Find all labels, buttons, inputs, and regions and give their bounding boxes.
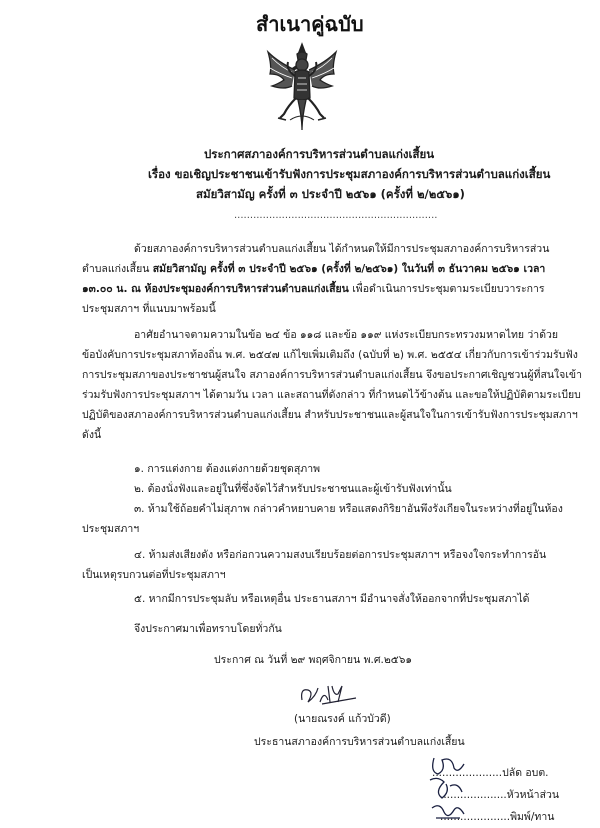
rule-3-cont: ประชุมสภาฯ xyxy=(82,523,140,535)
initials-scribble xyxy=(424,752,472,828)
rule-5: ๕. หากมีการประชุมลับ หรือเหตุอื่น ประธานสภาฯ มีอำนาจสั่งให้ออกจากที่ประชุมสภาได้ xyxy=(134,593,530,605)
initial-head: ....................หัวหน้าส่วน xyxy=(440,789,560,801)
rule-3: ๓. ห้ามใช้ถ้อยคำไม่สุภาพ กล่าวคำหยาบคาย หรือแสดงกิริยาอันพึงรังเกียจในระหว่างที่อยู่ในห้อง xyxy=(134,503,563,515)
garuda-emblem xyxy=(262,40,342,132)
copy-label: สำเนาคู่ฉบับ xyxy=(256,12,364,36)
announcement-session: สมัยวิสามัญ ครั้งที่ ๓ ประจำปี ๒๕๖๑ (ครั้งที่ ๒/๒๕๖๑) xyxy=(196,187,465,201)
para2-line3: การประชุมสภาของประชาชนผู้สนใจ สภาองค์การบริหารส่วนตำบลแก่งเสี้ยน จึงขอประกาศเชิญชวนผู้ที่สนใจเข้า xyxy=(82,369,582,381)
para1-line4: ประชุมสภาฯ ที่แนบมาพร้อมนี้ xyxy=(82,303,216,315)
rule-2: ๒. ต้องนั่งฟังและอยู่ในที่ซึ่งจัดไว้สำหรับประชาชนและผู้เข้ารับฟังเท่านั้น xyxy=(134,483,452,495)
chairman-name: (นายณรงค์ แก้วบัวดี) xyxy=(294,713,391,725)
rule-4: ๔. ห้ามส่งเสียงดัง หรือก่อกวนความสงบเรียบร้อยต่อการประชุมสภาฯ หรือจงใจกระทำการอัน xyxy=(134,549,547,561)
rule-1: ๑. การแต่งกาย ต้องแต่งกายด้วยชุดสุภาพ xyxy=(134,463,321,475)
para1-line3 xyxy=(82,280,545,297)
para1-line2-start: ตำบลแก่งเสี้ยน xyxy=(82,263,153,275)
para1-line3-bold: ๑๓.๐๐ น. ณ ห้องประชุมองค์การบริหารส่วนตำบลแก่งเสี้ยน xyxy=(82,283,349,295)
para2-line4: ร่วมรับฟังการประชุมสภาฯ ได้ตามวัน เวลา และสถานที่ดังกล่าว ที่กำหนดไว้ข้างต้น และขอให้ปฏิบัติตามระเบียบ xyxy=(82,389,581,401)
chairman-position: ประธานสภาองค์การบริหารส่วนตำบลแก่งเสี้ยน xyxy=(254,736,465,748)
closing-text: จึงประกาศมาเพื่อทราบโดยทั่วกัน xyxy=(134,623,282,635)
announcement-subject: เรื่อง ขอเชิญประชาชนเข้ารับฟังการประชุมสภาองค์การบริหารส่วนตำบลแก่งเสี้ยน xyxy=(148,167,551,181)
rule-4-cont: เป็นเหตุรบกวนต่อที่ประชุมสภาฯ xyxy=(82,569,226,581)
para1-line1: ด้วยสภาองค์การบริหารส่วนตำบลแก่งเสี้ยน ได้กำหนดให้มีการประชุมสภาองค์การบริหารส่วน xyxy=(134,243,550,255)
announcement-title: ประกาศสภาองค์การบริหารส่วนตำบลแก่งเสี้ยน xyxy=(204,147,435,161)
para2-line1: อาศัยอำนาจตามความในข้อ ๒๔ ข้อ ๑๑๘ และข้อ ๑๑๙ แห่งระเบียบกระทรวงมหาดไทย ว่าด้วย xyxy=(134,329,559,341)
chairman-signature xyxy=(298,680,362,710)
initial-deputy: .....................ปลัด อบต. xyxy=(432,767,549,779)
initial-typist: .....................พิมพ์/ทาน xyxy=(440,811,555,823)
para2-line5: ปฏิบัติของสภาองค์การบริหารส่วนตำบลแก่งเสี้ยน สำหรับประชาชนและผู้สนใจในการเข้ารับฟังการประชุมสภาฯ xyxy=(82,409,578,421)
para1-line2 xyxy=(82,260,545,277)
para1-line2-bold: สมัยวิสามัญ ครั้งที่ ๓ ประจำปี ๒๕๖๑ (ครั้งที่ ๒/๒๕๖๑) ในวันที่ ๓ ธันวาคม ๒๕๖๑ เวลา xyxy=(152,263,546,275)
para2-line6: ดังนี้ xyxy=(82,429,102,441)
announcement-date: ประกาศ ณ วันที่ ๒๙ พฤศจิกายน พ.ศ.๒๕๖๑ xyxy=(214,654,413,666)
para1-line3-end: เพื่อดำเนินการประชุมตามระเบียบวาระการ xyxy=(348,283,545,295)
para2-line2: ข้อบังคับการประชุมสภาท้องถิ่น พ.ศ. ๒๕๔๗ แก้ไขเพิ่มเติมถึง (ฉบับที่ ๒) พ.ศ. ๒๕๕๔ เกี่ยวกับการเข้าร่วมรับฟัง xyxy=(82,349,578,361)
title-separator: ................................................................ xyxy=(234,210,438,221)
